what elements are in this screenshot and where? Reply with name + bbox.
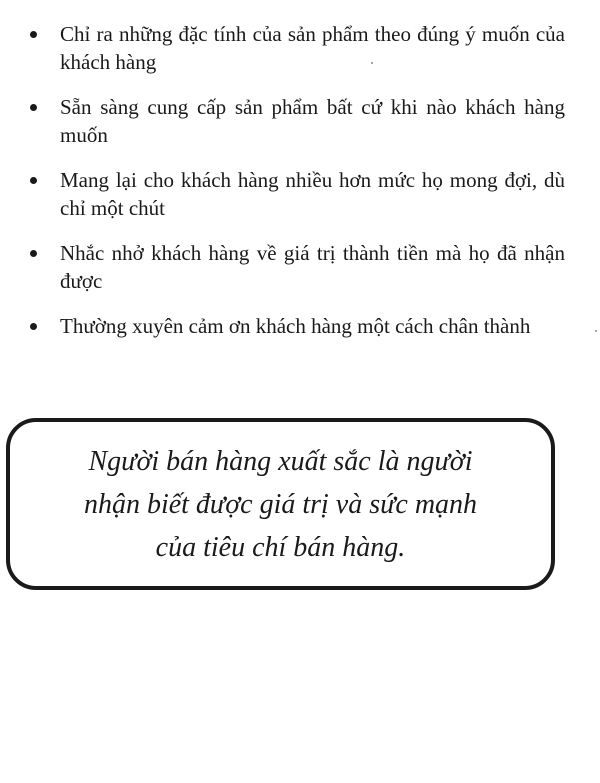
quote-line: nhận biết được giá trị và sức mạnh bbox=[83, 488, 478, 520]
quote-box bbox=[6, 418, 555, 590]
scan-speck bbox=[595, 330, 597, 332]
bullet-dot-icon bbox=[30, 31, 37, 38]
list-item bbox=[30, 239, 565, 295]
list-item-text: Thường xuyên cảm ơn khách hàng một cách chân thành bbox=[60, 314, 531, 338]
quote-line: Người bán hàng xuất sắc là người bbox=[88, 445, 473, 477]
quote-line: của tiêu chí bán hàng. bbox=[155, 531, 406, 563]
list-item bbox=[30, 312, 565, 340]
list-item-text: Sẵn sàng cung cấp sản phẩm bất cứ khi nào khách hàng muốn bbox=[60, 95, 565, 147]
list-item-text: Nhắc nhở khách hàng về giá trị thành tiền mà họ đã nhận được bbox=[60, 241, 565, 293]
bullet-dot-icon bbox=[30, 323, 37, 330]
list-item bbox=[30, 93, 565, 149]
bullet-list bbox=[30, 20, 565, 357]
bullet-dot-icon bbox=[30, 250, 37, 257]
list-item bbox=[30, 166, 565, 222]
bullet-dot-icon bbox=[30, 104, 37, 111]
list-item bbox=[30, 20, 565, 76]
quote-text bbox=[54, 440, 507, 569]
list-item-text: Mang lại cho khách hàng nhiều hơn mức họ mong đợi, dù chỉ một chút bbox=[60, 168, 565, 220]
scan-speck bbox=[371, 62, 373, 64]
bullet-dot-icon bbox=[30, 177, 37, 184]
list-item-text: Chỉ ra những đặc tính của sản phẩm theo đúng ý muốn của khách hàng bbox=[60, 22, 565, 74]
